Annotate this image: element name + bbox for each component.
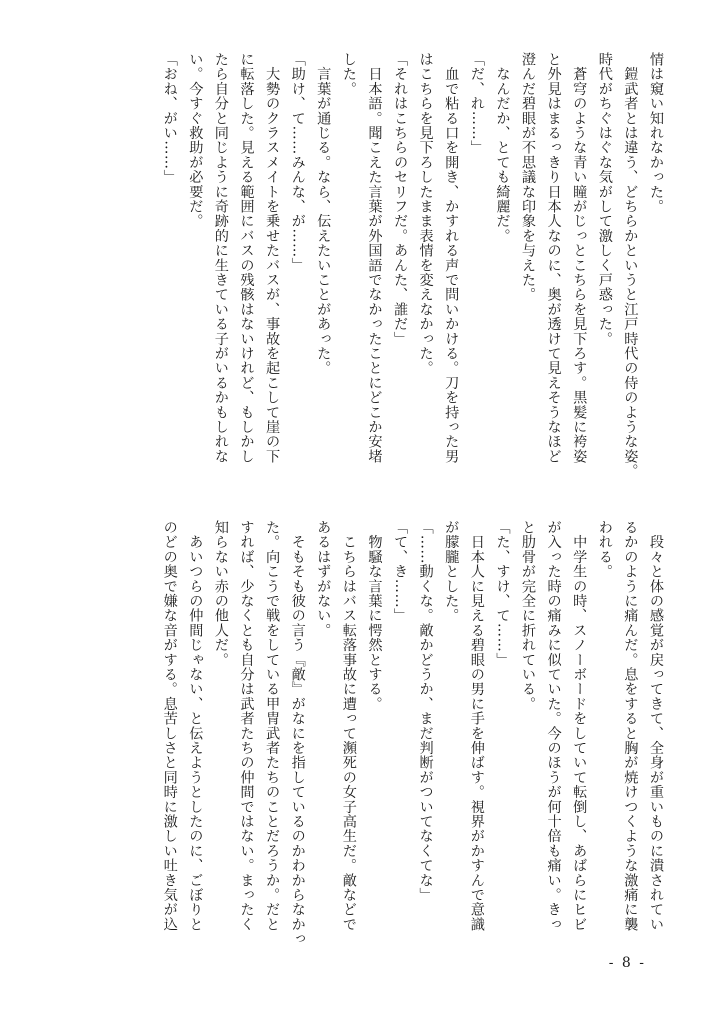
text-line: 情は窺い知れなかった。 bbox=[648, 52, 664, 214]
text-line: われる。 bbox=[596, 520, 613, 579]
text-line: 「た、すけ、て……」 bbox=[494, 520, 511, 667]
text-line: 中学生の時、スノーボードをしていて転倒し、あばらにヒビ bbox=[571, 520, 588, 932]
text-block-bottom bbox=[58, 520, 668, 965]
text-line: たら自分と同じように奇跡的に生きている子がいるかもしれな bbox=[212, 52, 229, 464]
page-number: - 8 - bbox=[608, 955, 646, 971]
text-line: 段々と体の感覚が戻ってきて、全身が重いものに潰されてい bbox=[648, 520, 664, 932]
text-line: 物騒な言葉に愕然とする。 bbox=[366, 520, 383, 712]
text-line: なんだか、とても綺麗だ。 bbox=[494, 52, 511, 244]
text-line: と肋骨が完全に折れている。 bbox=[520, 520, 537, 712]
text-line: 澄んだ碧眼が不思議な印象を与えた。 bbox=[520, 52, 537, 302]
text-line: 「て、き……」 bbox=[392, 520, 409, 623]
text-line: こちらはバス転落事故に遭って瀕死の女子高生だ。敵などで bbox=[340, 520, 357, 932]
text-line: のどの奥で嫌な音がする。息苦しさと同時に激しい吐き気が込 bbox=[161, 520, 178, 932]
text-line: 言葉が通じる。なら、伝えたいことがあった。 bbox=[315, 52, 332, 376]
text-line: そもそも彼の言う『敵』がなにを指しているのかわからなかっ bbox=[289, 520, 306, 947]
text-block-top bbox=[58, 52, 668, 492]
text-line: るかのように痛んだ。息をすると胸が焼けつくような激痛に襲 bbox=[622, 520, 639, 932]
text-line: はこちらを見下ろしたまま表情を変えなかった。 bbox=[417, 52, 434, 376]
text-line: 「おね、がい……」 bbox=[161, 52, 178, 185]
text-line: 日本人に見える碧眼の男に手を伸ばす。視界がかすんで意識 bbox=[468, 520, 485, 932]
text-line: と外見はまるっきり日本人なのに、奥が透けて見えそうなほど bbox=[545, 52, 562, 464]
text-line: 蒼穹のような青い瞳がじっとこちらを見下ろす。黒髪に袴姿 bbox=[571, 52, 588, 464]
text-line: が入った時の痛みに似ていた。今のほうが何十倍も痛い。きっ bbox=[545, 520, 562, 932]
text-line: に転落した。見える範囲にバスの残骸はないけれど、もしかし bbox=[238, 52, 255, 464]
text-line: 「……動くな。敵かどうか、まだ判断がついてなくてな」 bbox=[417, 520, 434, 903]
text-line: 鎧武者とは違う、どちらかというと江戸時代の侍のような姿。 bbox=[622, 52, 639, 479]
text-line: した。 bbox=[340, 52, 357, 97]
text-line: 血で粘る口を開き、かすれる声で問いかける。刀を持った男 bbox=[443, 52, 460, 464]
text-line: た。向こうで戦をしている甲冑武者たちのことだろうか。だと bbox=[264, 520, 281, 932]
text-line: すれば、少なくとも自分は武者たちの仲間ではない。まったく bbox=[238, 520, 255, 932]
text-line: 「だ、れ……」 bbox=[468, 52, 485, 155]
text-line: 日本語。聞こえた言葉が外国語でなかったことにどこか安堵 bbox=[366, 52, 383, 464]
text-line: 「それはこちらのセリフだ。あんた、誰だ」 bbox=[392, 52, 409, 346]
text-line: あいつらの仲間じゃない、と伝えようとしたのに、ごぼりと bbox=[187, 520, 204, 932]
text-line: い。今すぐ救助が必要だ。 bbox=[187, 52, 204, 229]
text-line: あるはずがない。 bbox=[315, 520, 332, 638]
text-line: 大勢のクラスメイトを乗せたバスが、事故を起こして崖の下 bbox=[264, 52, 281, 464]
text-line: 時代がちぐはぐな気がして激しく戸惑った。 bbox=[596, 52, 613, 346]
text-line: 「助け、て……みんな、が……」 bbox=[289, 52, 306, 273]
text-line: が朦朧とした。 bbox=[443, 520, 460, 623]
text-line: 知らない赤の他人だ。 bbox=[212, 520, 229, 667]
